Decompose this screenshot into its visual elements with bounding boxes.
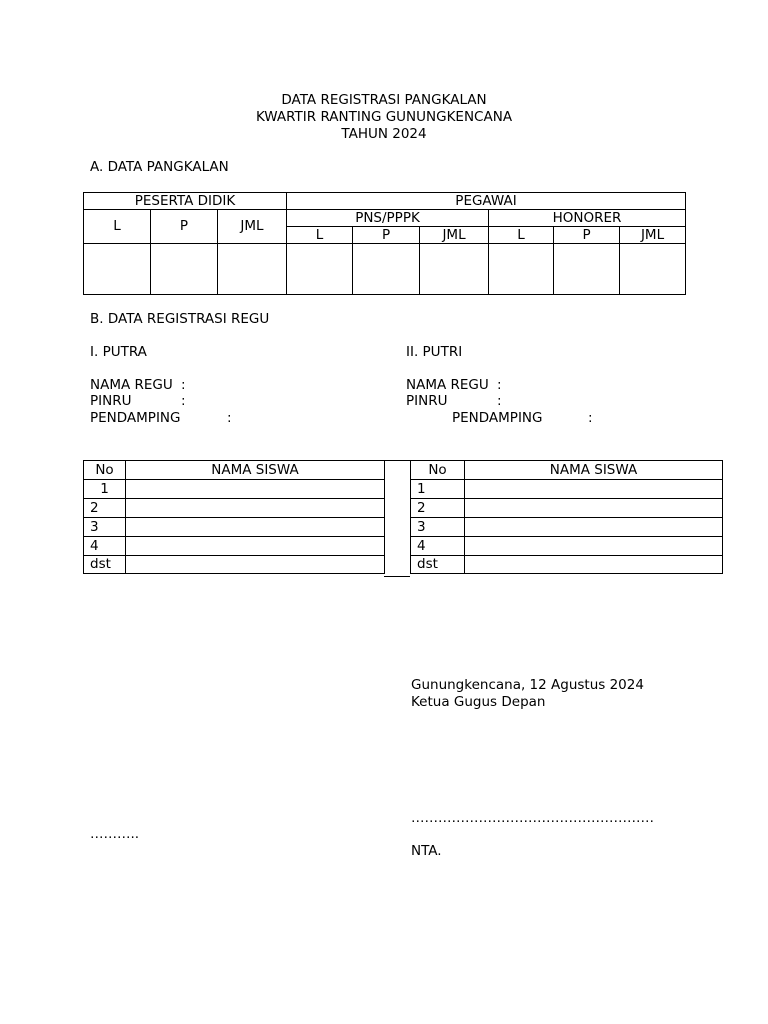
- putri-nama-regu-colon: :: [497, 377, 502, 393]
- signature-role: Ketua Gugus Depan: [411, 694, 546, 710]
- row-number: 1: [84, 480, 126, 499]
- empty-cell: [126, 499, 385, 518]
- no-header: No: [84, 461, 126, 480]
- pns-l-header: L: [287, 227, 353, 244]
- empty-cell: [353, 244, 420, 295]
- section-a-heading: A. DATA PANGKALAN: [90, 159, 229, 175]
- section-b-heading: B. DATA REGISTRASI REGU: [90, 311, 270, 327]
- honorer-l-header: L: [489, 227, 554, 244]
- signature-place-date: Gunungkencana, 12 Agustus 2024: [411, 677, 644, 693]
- putri-pinru-colon: :: [497, 393, 502, 409]
- table-row: [411, 537, 723, 556]
- row-number: 3: [411, 518, 465, 537]
- pns-p-header: P: [353, 227, 420, 244]
- pns-pppk-header: PNS/PPPK: [287, 210, 489, 227]
- empty-cell: [554, 244, 620, 295]
- pns-jml-header: JML: [420, 227, 489, 244]
- putra-pendamping-label: PENDAMPING: [90, 410, 181, 426]
- putri-heading: II. PUTRI: [406, 344, 463, 360]
- empty-cell: [126, 537, 385, 556]
- putra-pinru-colon: :: [181, 393, 186, 409]
- peserta-jml-header: JML: [218, 210, 287, 244]
- putri-nama-regu-label: NAMA REGU: [406, 377, 489, 393]
- empty-cell: [287, 244, 353, 295]
- honorer-p-header: P: [554, 227, 620, 244]
- row-number: dst: [84, 556, 126, 574]
- nama-siswa-header: NAMA SISWA: [126, 461, 385, 480]
- row-number: 4: [84, 537, 126, 556]
- table-row: [84, 480, 385, 499]
- empty-cell: [620, 244, 686, 295]
- table-row: [84, 499, 385, 518]
- honorer-header: HONORER: [489, 210, 686, 227]
- row-number: 2: [84, 499, 126, 518]
- empty-cell: [465, 518, 723, 537]
- putra-pendamping-colon: :: [227, 410, 232, 426]
- putra-siswa-table: [83, 460, 385, 574]
- putri-pendamping-colon: :: [588, 410, 593, 426]
- putra-nama-regu-colon: :: [181, 377, 186, 393]
- table-row: [84, 556, 385, 574]
- putri-siswa-table: [410, 460, 723, 574]
- row-number: dst: [411, 556, 465, 574]
- row-number: 4: [411, 537, 465, 556]
- signature-name-line: ………………………………………………: [411, 810, 654, 826]
- table-row: [84, 537, 385, 556]
- empty-cell: [84, 244, 151, 295]
- row-number: 1: [411, 480, 465, 499]
- empty-cell: [465, 537, 723, 556]
- table-gap-divider: [384, 460, 410, 577]
- putri-pendamping-label: PENDAMPING: [452, 410, 543, 426]
- table-row: [411, 556, 723, 574]
- signature-nta: NTA.: [411, 843, 442, 859]
- table-row: [411, 480, 723, 499]
- table-row: [411, 518, 723, 537]
- putra-nama-regu-label: NAMA REGU: [90, 377, 173, 393]
- empty-cell: [218, 244, 287, 295]
- doc-title-line3: TAHUN 2024: [341, 126, 427, 142]
- doc-title-line1: DATA REGISTRASI PANGKALAN: [281, 92, 487, 108]
- putri-pinru-label: PINRU: [406, 393, 448, 409]
- row-number: 3: [84, 518, 126, 537]
- peserta-l-header: L: [84, 210, 151, 244]
- empty-cell: [126, 480, 385, 499]
- table-row: [84, 518, 385, 537]
- row-number: 2: [411, 499, 465, 518]
- empty-cell: [126, 518, 385, 537]
- peserta-p-header: P: [151, 210, 218, 244]
- peserta-didik-header: PESERTA DIDIK: [84, 193, 287, 210]
- table-row: [411, 499, 723, 518]
- putra-pinru-label: PINRU: [90, 393, 132, 409]
- empty-cell: [420, 244, 489, 295]
- honorer-jml-header: JML: [620, 227, 686, 244]
- no-header: No: [411, 461, 465, 480]
- empty-cell: [489, 244, 554, 295]
- empty-cell: [465, 480, 723, 499]
- doc-title-line2: KWARTIR RANTING GUNUNGKENCANA: [255, 109, 513, 125]
- pangkalan-data-row: [84, 244, 686, 295]
- empty-cell: [126, 556, 385, 574]
- empty-cell: [465, 499, 723, 518]
- pegawai-header: PEGAWAI: [287, 193, 686, 210]
- nama-siswa-header: NAMA SISWA: [465, 461, 723, 480]
- empty-cell: [465, 556, 723, 574]
- empty-cell: [151, 244, 218, 295]
- putra-heading: I. PUTRA: [90, 344, 147, 360]
- left-signature-line: ………..: [90, 826, 140, 842]
- pangkalan-table: [83, 192, 686, 295]
